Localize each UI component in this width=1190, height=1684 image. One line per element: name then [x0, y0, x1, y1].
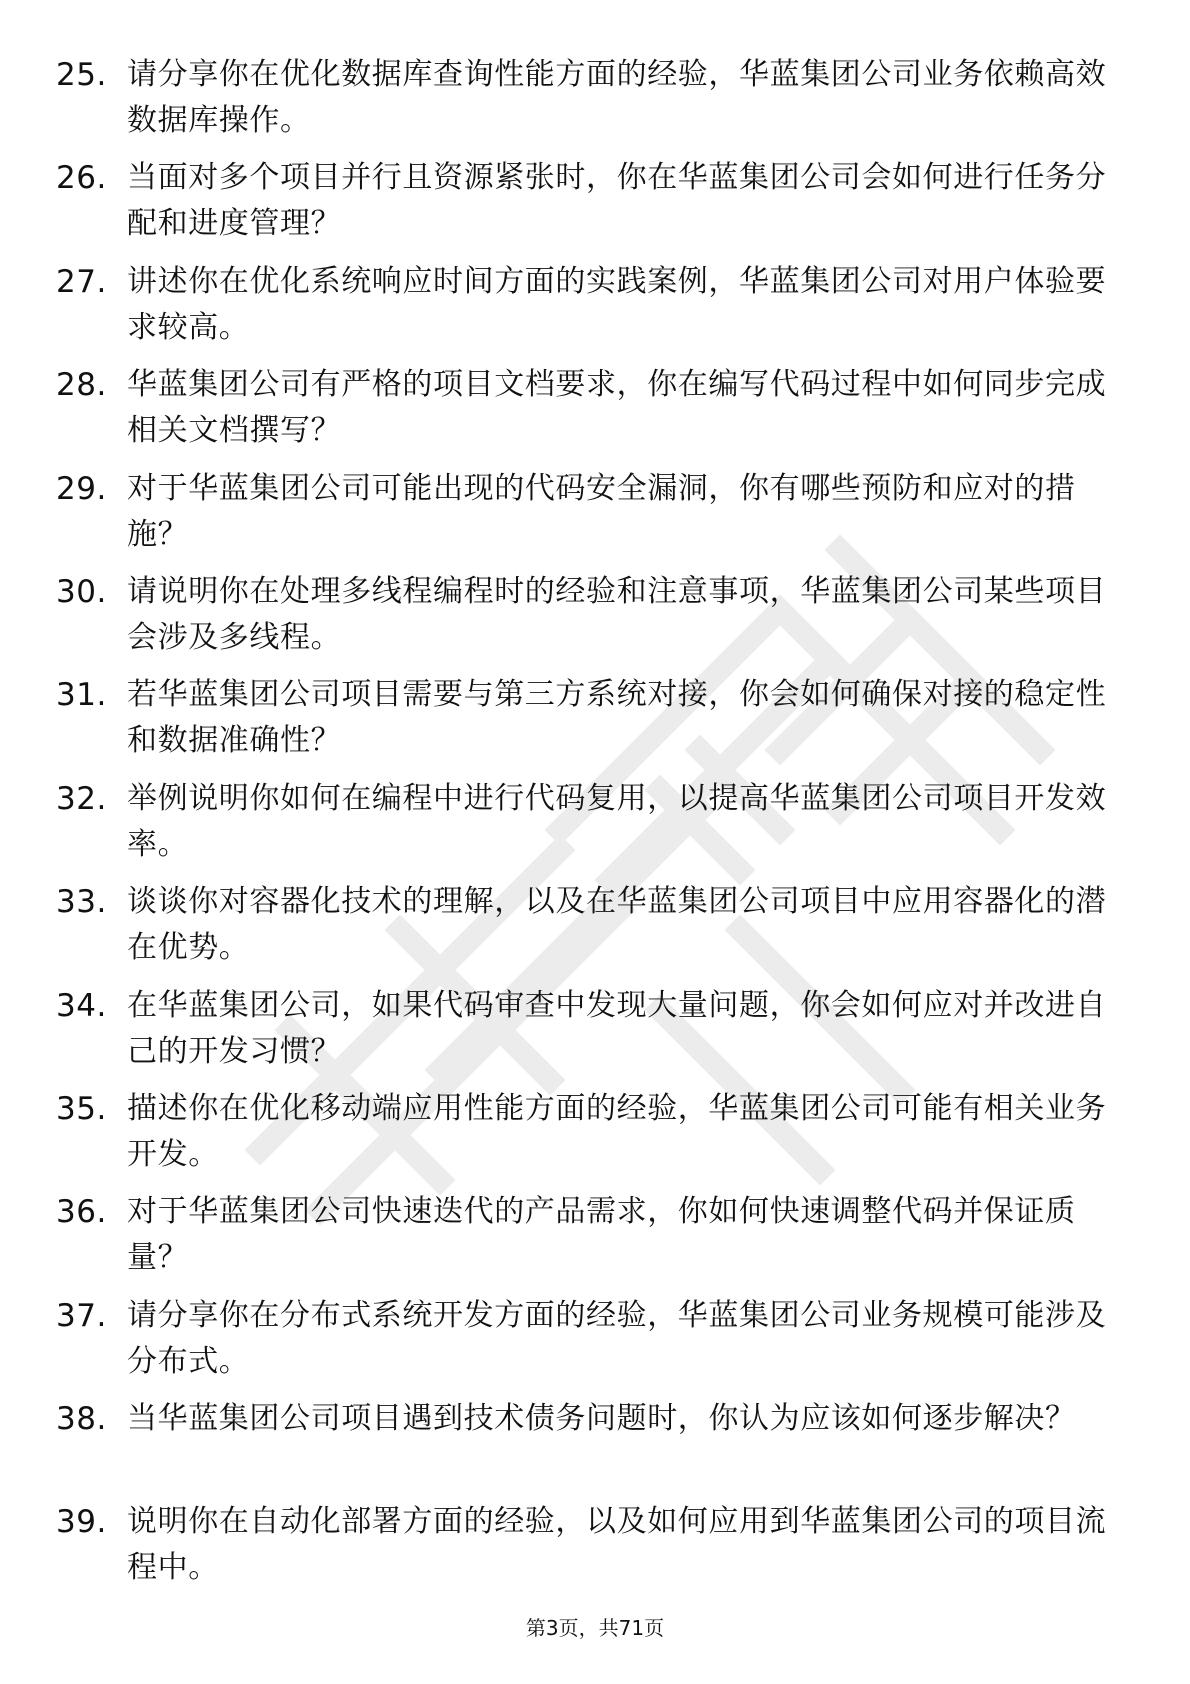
- page-footer: [0, 1614, 1190, 1642]
- question-text: 当华蓝集团公司项目遇到技术债务问题时，你认为应该如何逐步解决？: [127, 1401, 1076, 1437]
- question-item: [0, 155, 1190, 258]
- question-number: 30.: [56, 573, 107, 610]
- question-item: [0, 362, 1190, 465]
- question-text: 谈谈你对容器化技术的理解，以及在华蓝集团公司项目中应用容器化的潜在优势。: [127, 884, 1107, 966]
- question-item: [0, 259, 1190, 362]
- question-number: 38.: [56, 1401, 107, 1438]
- question-item: [0, 776, 1190, 879]
- question-item: [0, 672, 1190, 775]
- question-number: 33.: [56, 884, 107, 921]
- question-text: 请分享你在优化数据库查询性能方面的经验，华蓝集团公司业务依赖高效数据库操作。: [127, 57, 1107, 138]
- question-text: 描述你在优化移动端应用性能方面的经验，华蓝集团公司可能有相关业务开发。: [127, 1090, 1107, 1172]
- question-number: 31.: [56, 677, 107, 714]
- question-text: 举例说明你如何在编程中进行代码复用，以提高华蓝集团公司项目开发效率。: [127, 780, 1107, 862]
- question-number: 29.: [56, 470, 107, 507]
- question-number: 34.: [56, 987, 107, 1024]
- question-number: 28.: [56, 367, 107, 404]
- question-text: 讲述你在优化系统响应时间方面的实践案例，华蓝集团公司对用户体验要求较高。: [127, 263, 1107, 345]
- question-text: 对于华蓝集团公司可能出现的代码安全漏洞，你有哪些预防和应对的措施？: [127, 470, 1076, 552]
- question-item: [0, 1396, 1190, 1499]
- question-item: [0, 52, 1190, 155]
- question-item: [0, 983, 1190, 1086]
- question-number: 36.: [56, 1194, 107, 1231]
- question-number: 37.: [56, 1297, 107, 1334]
- question-text: 说明你在自动化部署方面的经验，以及如何应用到华蓝集团公司的项目流程中。: [127, 1504, 1107, 1586]
- question-text: 华蓝集团公司有严格的项目文档要求，你在编写代码过程中如何同步完成相关文档撰写？: [127, 367, 1107, 449]
- question-text: 对于华蓝集团公司快速迭代的产品需求，你如何快速调整代码并保证质量？: [127, 1194, 1076, 1276]
- question-number: 35.: [56, 1090, 107, 1127]
- question-list: [0, 52, 1190, 1603]
- question-item: [0, 1499, 1190, 1602]
- question-item: [0, 1189, 1190, 1292]
- question-number: 26.: [56, 160, 107, 197]
- question-text: 当面对多个项目并行且资源紧张时，你在华蓝集团公司会如何进行任务分配和进度管理？: [127, 160, 1107, 242]
- question-item: [0, 1293, 1190, 1396]
- page-number-label: 第3页，共71页: [525, 1616, 665, 1640]
- question-item: [0, 1086, 1190, 1189]
- question-item: [0, 569, 1190, 672]
- question-number: 32.: [56, 780, 107, 817]
- question-text: 若华蓝集团公司项目需要与第三方系统对接，你会如何确保对接的稳定性和数据准确性？: [127, 677, 1107, 759]
- question-text: 请分享你在分布式系统开发方面的经验，华蓝集团公司业务规模可能涉及分布式。: [127, 1297, 1107, 1379]
- question-number: 39.: [56, 1504, 107, 1541]
- question-item: [0, 879, 1190, 982]
- question-item: [0, 466, 1190, 569]
- question-number: 27.: [56, 263, 107, 300]
- question-number: 25.: [56, 57, 107, 93]
- question-text: 在华蓝集团公司，如果代码审查中发现大量问题，你会如何应对并改进自己的开发习惯？: [127, 987, 1107, 1069]
- question-text: 请说明你在处理多线程编程时的经验和注意事项，华蓝集团公司某些项目会涉及多线程。: [127, 573, 1107, 655]
